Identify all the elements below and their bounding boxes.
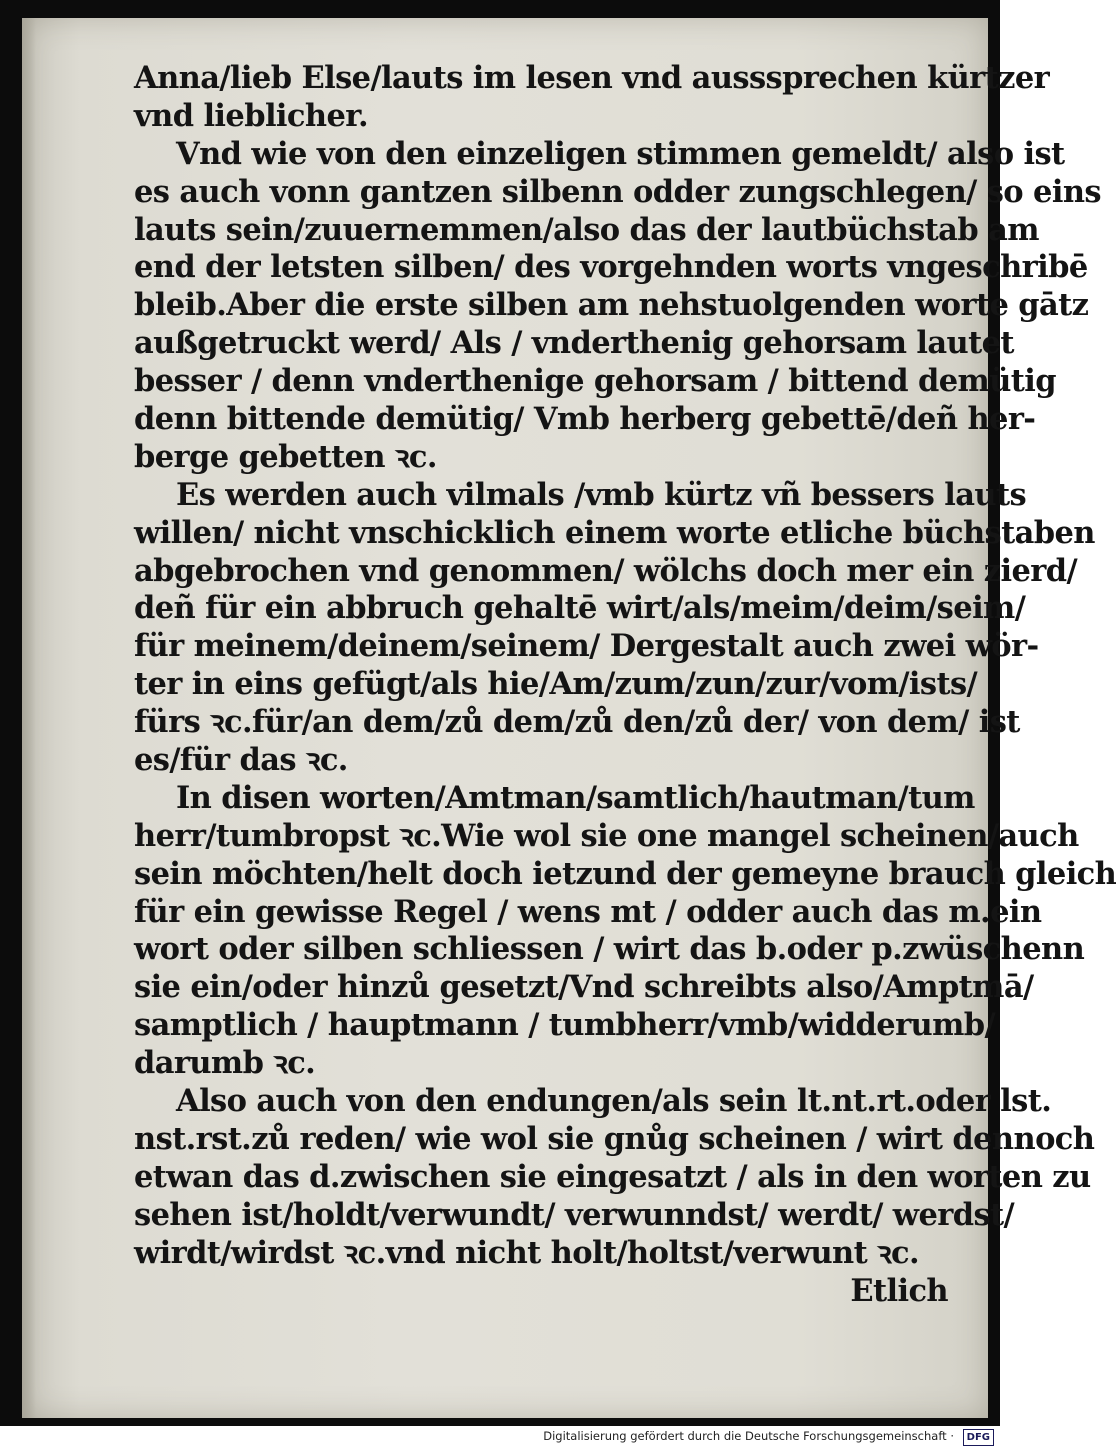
catchword: Etlich xyxy=(850,1272,948,1309)
text-line: sein möchten/helt doch ietzund der gemeyne brauch gleich xyxy=(134,855,1116,892)
text-line: es auch vonn gantzen silbenn odder zungschlegen/ so eins xyxy=(134,173,1101,210)
text-line: für ein gewisse Regel / wens mt / odder auch das m.ein xyxy=(134,893,1042,930)
text-line: bleib.Aber die erste silben am nehstuolgenden worte gātz xyxy=(134,287,1089,324)
text-line: willen/ nicht vnschicklich einem worte etliche büchstaben xyxy=(134,514,1095,551)
text-line: es/für das ꝛc. xyxy=(134,742,348,779)
text-line: etwan das d.zwischen sie eingesatzt / als in den worten zu xyxy=(134,1158,1091,1195)
text-line: nst.rst.zů reden/ wie wol sie gnůg scheinen / wirt dennoch xyxy=(134,1120,1095,1157)
text-line: fürs ꝛc.für/an dem/zů dem/zů den/zů der/ von dem/ ist xyxy=(134,704,1020,741)
text-line: Anna/lieb Else/lauts im lesen vnd ausssprechen kürtzer xyxy=(134,60,1050,96)
text-line: darumb ꝛc. xyxy=(134,1045,316,1082)
text-line: herr/tumbropst ꝛc.Wie wol sie one mangel scheinen/auch xyxy=(134,817,1079,854)
page-gutter-shadow xyxy=(22,18,36,1418)
text-line: ter in eins gefügt/als hie/Am/zum/zun/zur/vom/ists/ xyxy=(134,666,978,703)
text-line: vnd lieblicher. xyxy=(134,97,368,134)
footer-bar xyxy=(0,1426,1000,1448)
page-text xyxy=(134,60,1116,1310)
text-line: samptlich / hauptmann / tumbherr/vmb/widderumb/ xyxy=(134,1007,996,1044)
funding-credit: Digitalisierung gefördert durch die Deutsche Forschungsgemeinschaft · xyxy=(543,1429,954,1443)
text-line: In disen worten/Amtman/samtlich/hautman/tum xyxy=(176,779,975,816)
text-line: Es werden auch vilmals /vmb kürtz vñ bessers lauts xyxy=(176,476,1027,513)
text-line: sie ein/oder hinzů gesetzt/Vnd schreibts also/Amptmā/ xyxy=(134,969,1034,1006)
text-line: lauts sein/zuuernemmen/also das der lautbüchstab am xyxy=(134,211,1039,248)
text-line: besser / denn vnderthenige gehorsam / bittend demütig xyxy=(134,363,1056,400)
book-page xyxy=(22,18,1116,1418)
text-line: berge gebetten ꝛc. xyxy=(134,438,437,475)
text-line: wirdt/wirdst ꝛc.vnd nicht holt/holtst/verwunt ꝛc. xyxy=(134,1234,919,1271)
text-line: end der letsten silben/ des vorgehnden worts vngeschribē xyxy=(134,249,1088,286)
text-line: Also auch von den endungen/als sein lt.nt.rt.oder lst. xyxy=(176,1083,1052,1120)
text-line: sehen ist/holdt/verwundt/ verwunndst/ werdt/ werdst/ xyxy=(134,1196,1015,1233)
dfg-logo: DFG xyxy=(963,1429,994,1446)
text-line: denn bittende demütig/ Vmb herberg gebettē/deñ her- xyxy=(134,401,1036,438)
text-line: außgetruckt werd/ Als / vnderthenig gehorsam lautet xyxy=(134,325,1014,362)
text-line: für meinem/deinem/seinem/ Dergestalt auch zwei wör- xyxy=(134,628,1039,665)
text-line: abgebrochen vnd genommen/ wölchs doch mer ein zierd/ xyxy=(134,552,1078,589)
text-line: deñ für ein abbruch gehaltē wirt/als/meim/deim/seim/ xyxy=(134,590,1026,627)
text-line: Vnd wie von den einzeligen stimmen gemeldt/ also ist xyxy=(176,135,1065,172)
text-line: wort oder silben schliessen / wirt das b.oder p.zwüschenn xyxy=(134,931,1085,968)
